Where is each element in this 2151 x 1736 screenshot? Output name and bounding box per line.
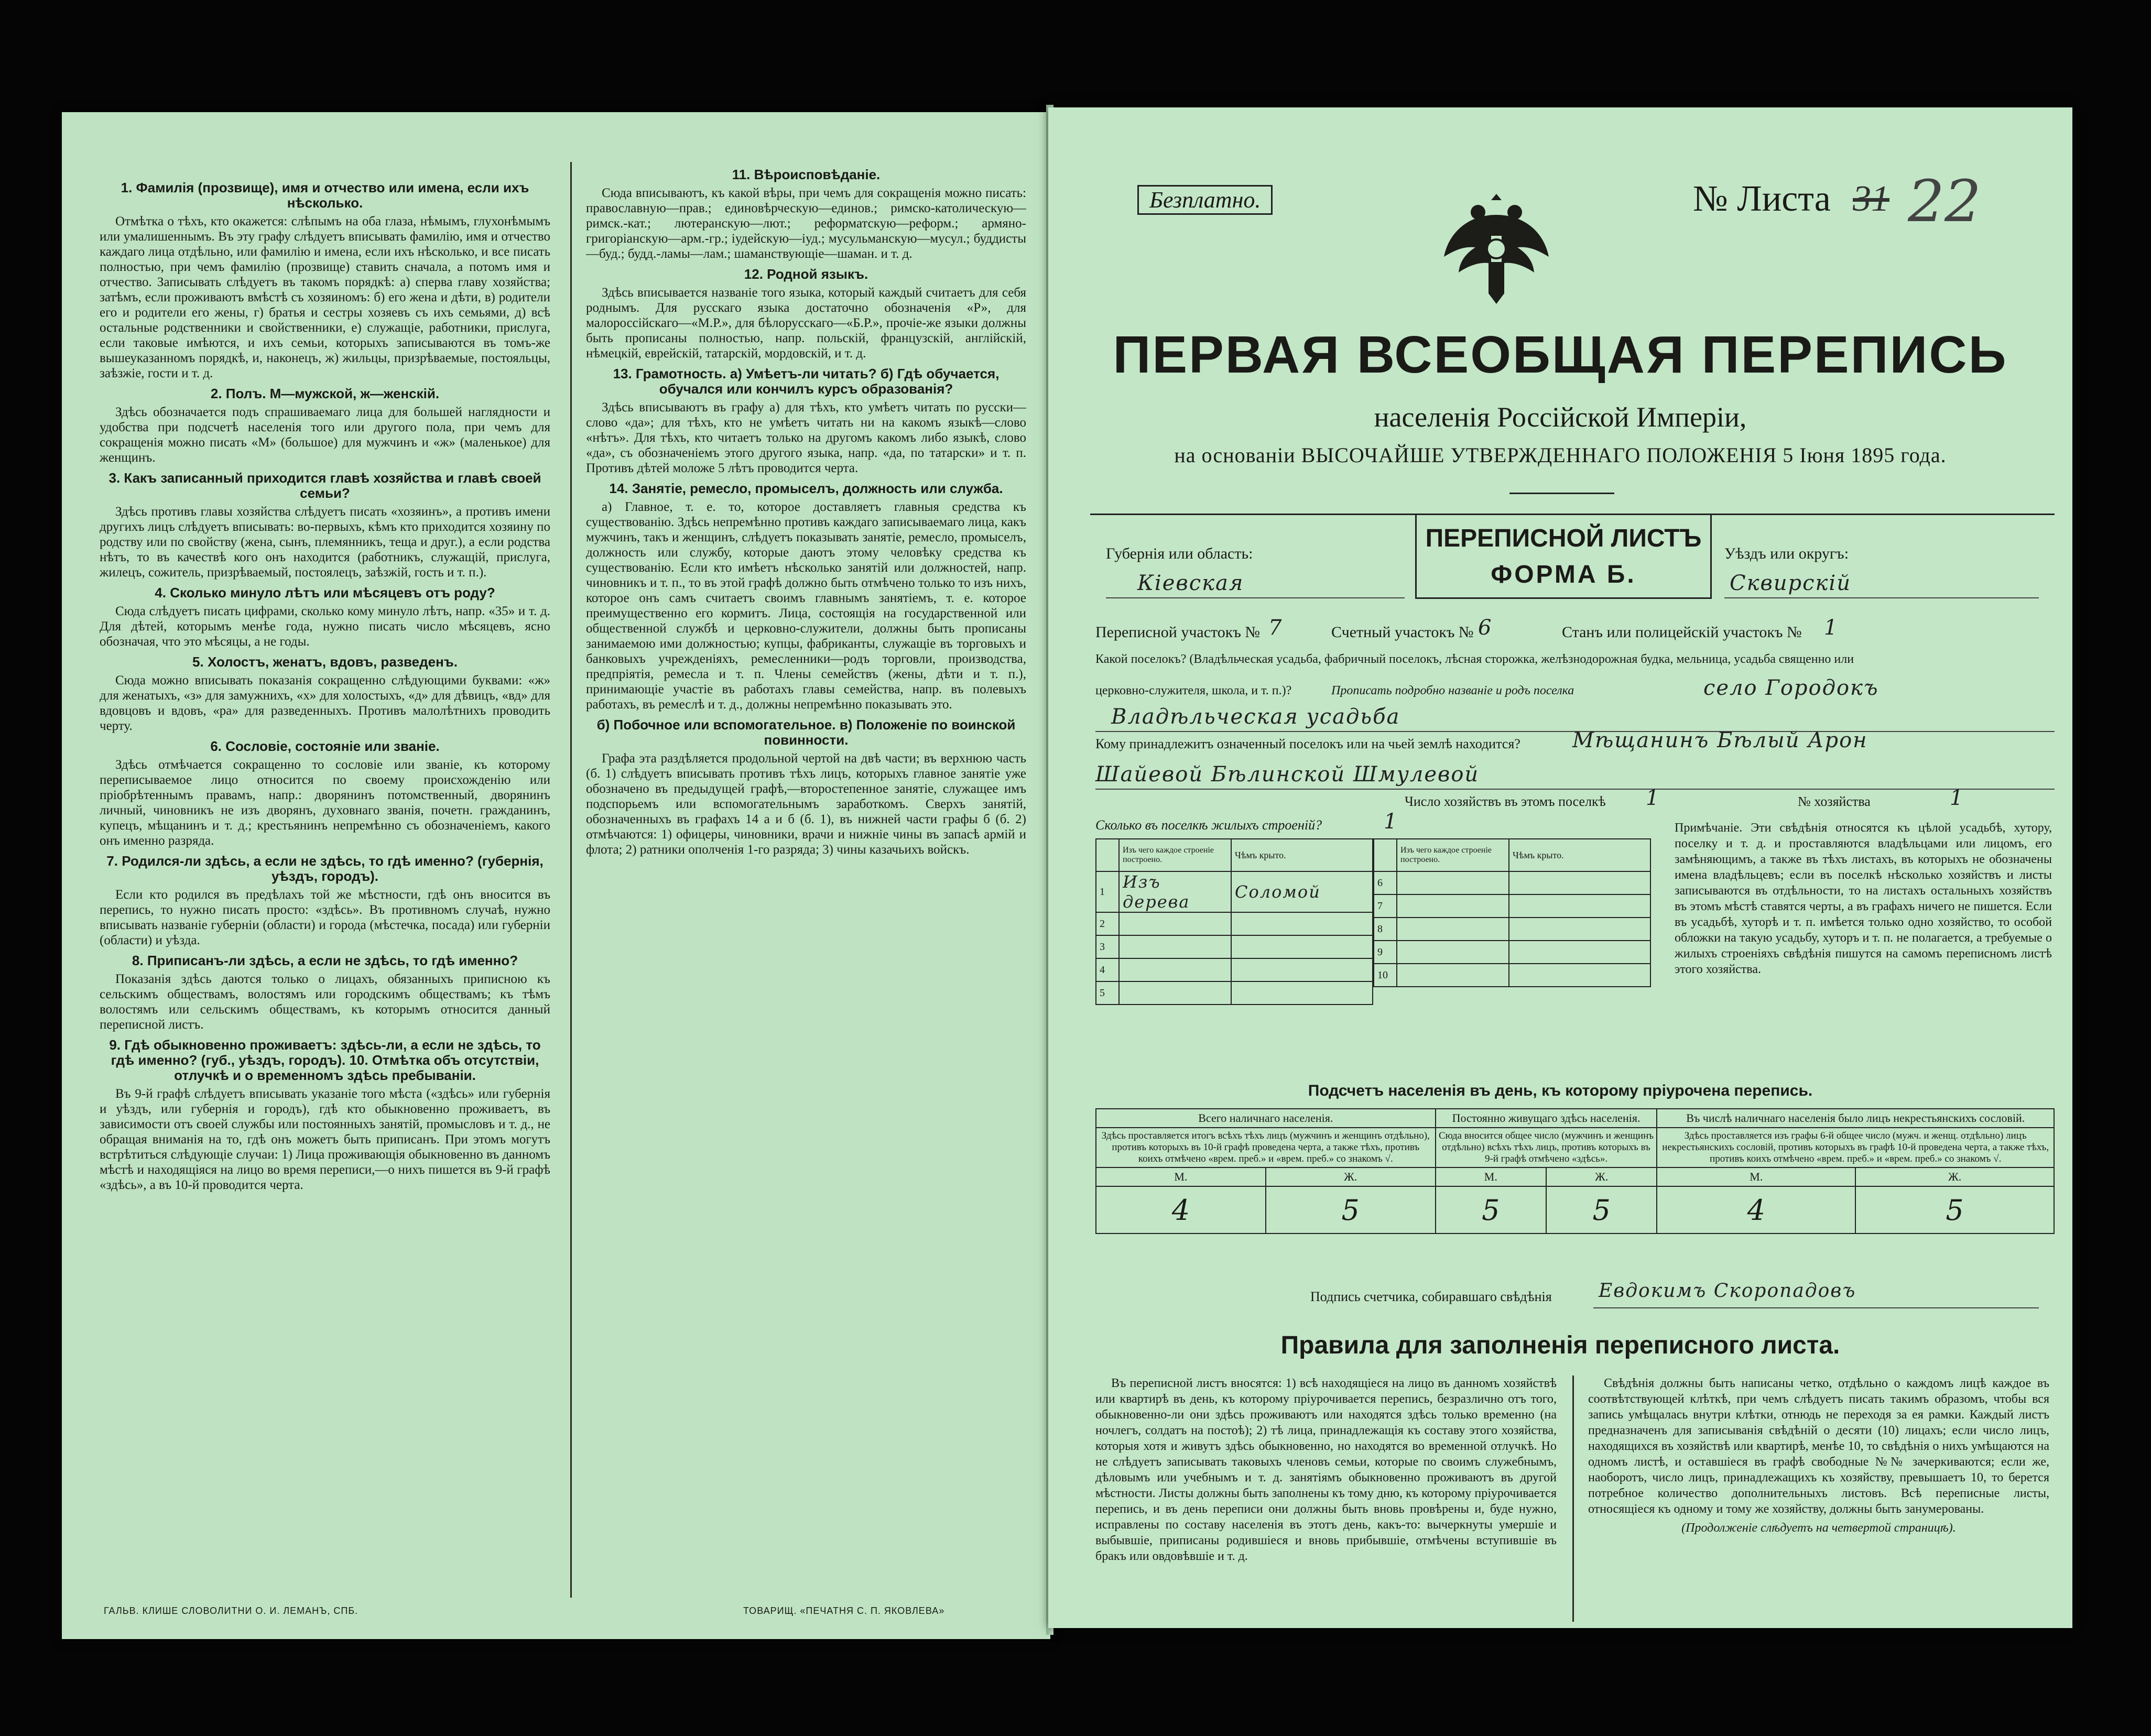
male-header: М.: [1657, 1167, 1855, 1186]
section-text: а) Главное, т. е. то, которое доставляетъ главныя средства къ существованію. Здѣсь непремѣнно противъ каждаго записываемаго лица, какъ мужчинъ, такъ и женщинъ, слѣдуетъ показывать занятіе, ремесло, промыселъ, должность или службу, которые даютъ этому человѣку средства къ существованію. Если кто имѣетъ нѣсколько занятій или должностей, напр. чиновникъ и т. п., то въ этой графѣ должно быть отмѣчено только то изъ нихъ, которое онъ самъ считаетъ своимъ главнымъ занятіемъ, т. е. которое преимущественно его кормитъ. Лица, состоящія на государственной или общественной службѣ и церковно-служители, должны быть прописаны занимаемою ими должностью; купцы, фабриканты, служащіе въ торговыхъ и банковыхъ учрежденіяхъ, ремесленники—родъ торговли, производства, предпріятія, ремесла и т. п. Члены семействъ (жены, дѣти и т. п.), принимающіе участіе въ работахъ главы семейства, напр. въ полевыхъ работахъ, въ ремеслѣ и т. д., должны непремѣнно показывать это.: [586, 500, 1026, 712]
signature-label: Подпись счетчика, собиравшаго свѣдѣнія: [1310, 1289, 1552, 1304]
present-female-count[interactable]: 5: [1266, 1186, 1436, 1233]
material-cell[interactable]: [1397, 894, 1509, 918]
roof-cell[interactable]: [1231, 981, 1373, 1005]
buildings-value[interactable]: 1: [1384, 810, 1398, 834]
row-number: 6: [1374, 871, 1397, 894]
roof-cell[interactable]: [1231, 935, 1373, 958]
households-value[interactable]: 1: [1646, 786, 1660, 810]
row-number: 8: [1374, 918, 1397, 941]
section-text: Отмѣтка о тѣхъ, кто окажется: слѣпымъ на оба глаза, нѣмымъ, глухонѣмымъ или умалишеннымъ. Въ эту графу слѣдуетъ вписывать фамилію, имя и отчество каждаго лица отдѣльно, или фамилію и имена, если ихъ нѣсколько, и все писать полностью, при чемъ фамилію (прозвище) ставить сначала, а потомъ имя и отчество. Записывать слѣдуетъ въ такомъ порядкѣ: а) сперва главу хозяйства; затѣмъ, если проживаютъ вмѣстѣ съ хозяиномъ: б) его жена и дѣти, в) родители его и родители его жены, г) братья и сестры хозяевъ съ ихъ семьями, д) всѣ остальные родственники и свойственники, е) служащіе, работники, прислуга, если таковые имѣются, и ихъ семьи, которыхъ записываются въ томъ-же вышеуказанномъ порядкѣ, и, наконецъ, ж) жильцы, призрѣваемые, постояльцы, заѣзжіе, гости и т. д.: [100, 214, 550, 380]
title-rule: [1509, 493, 1614, 494]
material-cell[interactable]: [1119, 981, 1231, 1005]
present-population-header: Всего наличнаго населенія.: [1096, 1109, 1436, 1128]
roof-cell[interactable]: [1509, 964, 1650, 987]
instructions-column-2: [586, 162, 1026, 1592]
roof-cell[interactable]: [1231, 958, 1373, 981]
settlement-value-2[interactable]: Владѣльческая усадьба: [1111, 705, 1400, 729]
material-header: Изъ чего каждое строеніе построено.: [1119, 839, 1231, 871]
owner-underline: [1095, 789, 2055, 790]
settlement-hint: Прописать подробно названіе и родъ поселка: [1331, 684, 1574, 697]
row1-roof[interactable]: Соломой: [1231, 871, 1373, 912]
section-heading: 4. Сколько минуло лѣтъ или мѣсяцевъ отъ роду?: [155, 585, 495, 600]
section-text: Сюда можно вписывать показанія сокращенно слѣдующими буквами: «ж» для женатыхъ, «з» для замужнихъ, «х» для холостыхъ, «д» для дѣвицъ, «вд» для вдовцовъ и вдовъ, «ра» для разведенныхъ. Противъ малолѣтнихъ проводить черту.: [100, 673, 550, 733]
buildings-table-right: [1373, 838, 1651, 987]
roof-cell[interactable]: [1509, 941, 1650, 964]
section-heading: 2. Полъ. М—мужской, ж—женскій.: [210, 386, 440, 401]
section-text: Здѣсь вписываютъ въ графу а) для тѣхъ, кто умѣетъ читать по русски—слово «да»; для тѣхъ, кто не умѣетъ читать ни на какомъ языкѣ—слово «нѣтъ». Для тѣхъ, кто читаетъ только на другомъ какомъ либо языкѣ, слово «да», съ обозначеніемъ этого другого языка, напр. «да, по татарски» и т. п. Противъ дѣтей моложе 5 лѣтъ проводится черта.: [586, 400, 1026, 475]
double-headed-eagle-icon: [1433, 183, 1559, 309]
district-underline: [1724, 597, 2039, 598]
non-peasant-desc: Здѣсь проставляется изъ графы 6-й общее число (мужч. и женщ. отдѣльно) лицъ некрестьянскихъ сословій, противъ которыхъ въ графѣ 10-й проведена черта, а также тѣхъ, противъ коихъ отмѣчено «врем. преб.» и «врем. преб.» со знакомъ √.: [1657, 1128, 2054, 1167]
section-heading: б) Побочное или вспомогательное. в) Положеніе по воинской повинности.: [596, 717, 1016, 748]
rules-continuation: (Продолженіе слѣдуетъ на четвертой страницѣ).: [1681, 1521, 1956, 1535]
section-heading: 13. Грамотность. а) Умѣетъ-ли читать? б) Гдѣ обучается, обучался или кончилъ курсъ образованія?: [613, 366, 1000, 397]
male-header: М.: [1436, 1167, 1546, 1186]
settlement-value-1[interactable]: село Городокъ: [1703, 676, 1879, 700]
section-heading: 7. Родился-ли здѣсь, а если не здѣсь, то гдѣ именно? (губернія, уѣздъ, городъ).: [106, 853, 544, 884]
settlement-label-2: церковно-служителя, школа, и т. п.)?: [1095, 684, 1292, 697]
roof-cell[interactable]: [1509, 894, 1650, 918]
material-cell[interactable]: [1397, 871, 1509, 894]
material-cell[interactable]: [1397, 941, 1509, 964]
section-heading: 1. Фамилія (прозвище), имя и отчество или имена, если ихъ нѣсколько.: [121, 180, 529, 211]
section-text: Здѣсь отмѣчается сокращенно то сословіе или званіе, къ которому переписываемое лицо относится по своему происхожденію или пріобрѣтеннымъ правамъ, напр.: дворянинъ потомственный, дворянинъ личный, чиновникъ не изъ дворянъ, духовнаго званія, почетн. гражданинъ, купецъ, мѣщанинъ и т. д.; крестьянинъ непремѣнно съ обозначеніемъ, какого онъ именно разряда.: [100, 758, 550, 848]
police-area-value[interactable]: 1: [1824, 616, 1839, 640]
present-population-desc: Здѣсь проставляется итогъ всѣхъ тѣхъ лицъ (мужчинъ и женщинъ отдѣльно), противъ которыхъ въ 10-й графѣ проведена черта, а также тѣхъ, противъ коихъ отмѣчено «врем. преб.» и «врем. преб.» со знакомъ √.: [1096, 1128, 1436, 1167]
material-cell[interactable]: [1119, 935, 1231, 958]
section-text: Графа эта раздѣляется продольной чертой на двѣ части; въ верхнюю часть (б. 1) слѣдуетъ вписывать противъ тѣхъ лицъ, которыхъ главное занятіе уже обозначено въ предыдущей графѣ,—второстепенное занятіе, служащее имъ подспорьемъ или вспомогательнымъ заработкомъ. Сверхъ занятій, обозначенныхъ въ графахъ 14 а и б (б. 1), въ нижней части графы б (б. 2) отмѣчаются: 1) офицеры, чиновники, врачи и нижніе чины въ запасѣ армій и флота; 2) ратники ополченія 1-го разряда; 3) чины казачьихъ войскъ.: [586, 751, 1026, 857]
census-subtitle: населенія Россійской Имперіи,: [1374, 401, 1747, 433]
district-label: Уѣздъ или округъ:: [1724, 545, 1849, 562]
enumerator-signature[interactable]: Евдокимъ Скоропадовъ: [1599, 1280, 1856, 1302]
count-area-value[interactable]: 6: [1478, 616, 1493, 640]
province-value[interactable]: Кіевская: [1137, 571, 1244, 595]
material-header-2: Изъ чего каждое строеніе построено.: [1397, 839, 1509, 871]
present-male-count[interactable]: 4: [1096, 1186, 1266, 1233]
census-area-value[interactable]: 7: [1268, 616, 1283, 640]
section-heading: 9. Гдѣ обыкновенно проживаетъ: здѣсь-ли, а если не здѣсь, то гдѣ именно? (губ., уѣздъ, городъ). 10. Отмѣтка объ отсутствіи, отлучкѣ и о временномъ здѣсь пребываніи.: [109, 1037, 541, 1083]
rules-right-text: Свѣдѣнія должны быть написаны четко, отдѣльно о каждомъ лицѣ каждое въ соотвѣтствующей клѣткѣ, при чемъ слѣдуетъ писать такимъ образомъ, чтобы вся запись умѣщалась внутри клѣтки, отнюдь не переходя за ея рамки. Каждый листъ предназначенъ для записыванія свѣдѣній о десяти (10) лицахъ; если число лицъ, находящихся въ хозяйствѣ или квартирѣ, менѣе 10, то свѣдѣнія о нихъ умѣщаются на одномъ листѣ, и оставшіеся въ графѣ свободные №№ зачеркиваются; если же, наоборотъ, число лицъ, принадлежащихъ къ хозяйству, превышаетъ 10, то берется потребное количество дополнительныхъ листовъ. Всѣ переписные листы, относящіеся къ одному и тому же хозяйству, должны быть занумерованы.: [1588, 1377, 2049, 1516]
count-area-label: Счетный участокъ №: [1331, 624, 1474, 641]
roof-cell[interactable]: [1231, 912, 1373, 935]
row-number: 3: [1096, 935, 1119, 958]
left-page: [62, 112, 1050, 1639]
section-text: Если кто родился въ предѣлахъ той же мѣстности, гдѣ онъ вносится въ перепись, то нужно писать просто: «здѣсь». Въ противномъ случаѣ, нужно вписывать названіе губерніи (области) и города (мѣстечка, посада) или губерніи (области) и уѣзда.: [100, 888, 550, 947]
section-heading: 8. Приписанъ-ли здѣсь, а если не здѣсь, то гдѣ именно?: [132, 953, 518, 968]
male-header: М.: [1096, 1167, 1266, 1186]
household-number-value[interactable]: 1: [1950, 786, 1964, 810]
section-text: Сюда вписываютъ, къ какой вѣры, при чемъ для сокращенія можно писать: православную—прав.; единовѣрческую—единов.; римско-католическую—римск.-кат.; лютеранскую—лют.; реформатскую—реформ.; армяно-григоріанскую—арм.-гр.; іудейскую—іуд.; мусульманскую—мусул.; буддисты—буд.; будд.-ламы—лам.; шаманствующіе—шаман. и т. д.: [586, 186, 1026, 261]
material-cell[interactable]: [1397, 918, 1509, 941]
row-number: 4: [1096, 958, 1119, 981]
sheet-number-struck: 31: [1853, 179, 1889, 219]
household-number-label: № хозяйства: [1798, 794, 1871, 809]
row-number: 5: [1096, 981, 1119, 1005]
row1-material[interactable]: Изъ дерева: [1119, 871, 1231, 912]
resident-population-header: Постоянно живущаго здѣсь населенія.: [1436, 1109, 1657, 1128]
material-cell[interactable]: [1397, 964, 1509, 987]
roof-header-2: Чѣмъ крыто.: [1509, 839, 1650, 871]
section-heading: 11. Вѣроисповѣданіе.: [732, 167, 881, 182]
section-heading: 3. Какъ записанный приходится главѣ хозяйства и главѣ своей семьи?: [108, 470, 541, 501]
settlement-label: Какой поселокъ? (Владѣльческая усадьба, фабричный поселокъ, лѣсная сторожка, желѣзнодорожная будка, мельница, усадьба священно или: [1095, 652, 1854, 666]
form-subtitle: ФОРМА Б.: [1491, 561, 1636, 588]
population-count-title: Подсчетъ населенія въ день, къ которому пріурочена перепись.: [1308, 1082, 1813, 1099]
resident-male-count[interactable]: 5: [1436, 1186, 1546, 1233]
non-peasant-header: Въ числѣ наличнаго населенія было лицъ некрестьянскихъ сословій.: [1657, 1109, 2054, 1128]
form-title-box: [1415, 514, 1712, 599]
female-header: Ж.: [1855, 1167, 2054, 1186]
non-peasant-female-count[interactable]: 5: [1855, 1186, 2054, 1233]
row-number: 7: [1374, 894, 1397, 918]
owner-value-1[interactable]: Мѣщанинъ Бѣлый Арон: [1572, 728, 1868, 752]
form-title: ПЕРЕПИСНОЙ ЛИСТЪ: [1425, 525, 1702, 552]
section-heading: 14. Занятіе, ремесло, промыселъ, должность или служба.: [609, 481, 1003, 496]
right-page: [1048, 107, 2072, 1628]
free-label: Безплатно.: [1137, 185, 1273, 215]
owner-label: Кому принадлежитъ означенный поселокъ или на чьей землѣ находится?: [1095, 736, 1520, 751]
signature-underline: [1593, 1307, 2039, 1308]
households-label: Число хозяйствъ въ этомъ поселкѣ: [1405, 794, 1606, 809]
buildings-label: Сколько въ поселкѣ жилыхъ строеній?: [1095, 817, 1322, 833]
rules-left-text: Въ переписной листъ вносятся: 1) всѣ находящіеся на лицо въ данномъ хозяйствѣ или квартирѣ въ день, къ которому пріурочивается перепись, безразлично отъ того, обыкновенно-ли они здѣсь проживаютъ или находятся здѣсь только временно (на ночлегъ, солдатъ на постоѣ); 2) тѣ лица, принадлежащія къ составу этого хозяйства, которыя хотя и живутъ здѣсь обыкновенно, но находятся во временной отлучкѣ. Но не слѣдуетъ записывать таковыхъ членовъ семьи, которые по своимъ служебнымъ, дѣловымъ или учебнымъ и т. д. занятіямъ обыкновенно проживаютъ въ другой мѣстности. Листы должны быть заполнены къ тому дню, къ которому пріурочивается перепись, и въ день переписи они должны быть вновь провѣрены и, буде нужно, исправлены по составу населенія въ этотъ день, какъ-то: вычеркнуты умершіе и выбывшіе, приписаны родившіеся и вновь прибывшіе, отмѣчены вступившіе въ бракъ или овдовѣвшіе и т. д.: [1095, 1377, 1557, 1563]
rules-divider: [1572, 1375, 1574, 1622]
row-number: 10: [1374, 964, 1397, 987]
material-cell[interactable]: [1119, 958, 1231, 981]
rules-title: Правила для заполненія переписного листа.: [1280, 1331, 1840, 1359]
section-text: Сюда слѣдуетъ писать цифрами, сколько кому минуло лѣтъ, напр. «35» и т. д. Для дѣтей, которымъ менѣе года, нужно писать число мѣсяцевъ, ясно обозначая, что это мѣсяцы, а не годы.: [100, 604, 550, 649]
row-number: 1: [1096, 871, 1119, 912]
province-label: Губернія или область:: [1106, 545, 1253, 562]
province-underline: [1106, 597, 1405, 598]
row-number: 9: [1374, 941, 1397, 964]
census-decree: на основаніи ВЫСОЧАЙШЕ УТВЕРЖДЕННАГО ПОЛОЖЕНІЯ 5 Іюня 1895 года.: [1174, 443, 1947, 467]
column-divider: [570, 162, 572, 1598]
section-heading: 6. Сословіе, состояніе или званіе.: [210, 738, 440, 754]
owner-value-2[interactable]: Шайевой Бѣлинской Шмулевой: [1095, 762, 1480, 787]
material-cell[interactable]: [1119, 912, 1231, 935]
section-text: Здѣсь вписывается названіе того языка, который каждый считаетъ для себя роднымъ. Для русскаго языка достаточно обозначенія «Р», для малороссійскаго—«М.Р.», для бѣлорусскаго—«Б.Р.», прочіе-же языки должны быть прописаны полностью, напр. польскій, французскій, англійскій, нѣмецкій, еврейскій, татарскій, мордовскій, и т. д.: [586, 286, 1026, 361]
female-header: Ж.: [1546, 1167, 1657, 1186]
rules-column-left: [1095, 1375, 1557, 1567]
instructions-column-1: [100, 175, 550, 1590]
buildings-note: Примѣчаніе. Эти свѣдѣнія относятся къ цѣлой усадьбѣ, хутору, поселку и т. д. и проставляются владѣльцами или лицомъ, его замѣняющимъ, а также въ тѣхъ листахъ, въ которыхъ не обозначены имена владѣльцевъ; если въ поселкѣ нѣсколько хозяйствъ и листы записываются въ отдѣльности, то на листахъ остальныхъ хозяйствъ въ этомъ мѣстѣ ставятся черты, а въ графахъ ничего не пишется. Если въ усадьбѣ, хуторѣ и т. п. имѣется только одно хозяйство, то особой обложки на такую усадьбу, хуторъ и т. п. не полагается, а требуемые о жилыхъ строеніяхъ свѣдѣнія пишутся на самомъ переписномъ листѣ этого хозяйства.: [1675, 821, 2052, 976]
section-heading: 5. Холостъ, женатъ, вдовъ, разведенъ.: [192, 654, 458, 670]
roof-cell[interactable]: [1509, 871, 1650, 894]
resident-population-desc: Сюда вносится общее число (мужчинъ и женщинъ отдѣльно) всѣхъ тѣхъ лицъ, противъ которыхъ въ 9-й графѣ отмѣчено «здѣсь».: [1436, 1128, 1657, 1167]
police-area-label: Станъ или полицейскій участокъ №: [1562, 624, 1802, 641]
census-area-label: Переписной участокъ №: [1095, 624, 1260, 641]
section-heading: 12. Родной языкъ.: [744, 266, 868, 282]
roof-header: Чѣмъ крыто.: [1231, 839, 1373, 871]
district-value[interactable]: Сквирскій: [1730, 571, 1851, 595]
section-text: Здѣсь обозначается подъ спрашиваемаго лица для большей наглядности и удобства при подсчетѣ населенія того или другого пола, при чемъ для сокращенія можно писать «М» (большое) для мужчинъ и «ж» (маленькое) для женщинъ.: [100, 405, 550, 465]
printer-footer-right: ТОВАРИЩ. «ПЕЧАТНЯ С. П. ЯКОВЛЕВА»: [743, 1606, 945, 1616]
section-text: Здѣсь противъ главы хозяйства слѣдуетъ писать «хозяинъ», а противъ имени другихъ лицъ слѣдуетъ вписывать: во-первыхъ, кѣмъ кто приходится хозяину по родству или по свойству (жена, сынъ, племянникъ, теща и друг.), а если родства нѣтъ, то въ качествѣ кого онъ находится (работникъ, служащій, прислуга, жилецъ, сожитель, призрѣваемый, постоялецъ, заѣзжій, гость и т. п.).: [100, 505, 550, 580]
row-number: 2: [1096, 912, 1119, 935]
non-peasant-male-count[interactable]: 4: [1657, 1186, 1855, 1233]
female-header: Ж.: [1266, 1167, 1436, 1186]
section-text: Въ 9-й графѣ слѣдуетъ вписывать указаніе того мѣста («здѣсь» или губернія и уѣздъ, или губернія и городъ), гдѣ кто обыкновенно проживаетъ, въ зависимости отъ своей службы или постоянныхъ занятій, промысловъ и т. д., не обращая вниманія на то, гдѣ онъ можетъ быть приписанъ. При этомъ могутъ встрѣтиться слѣдующіе случаи: 1) Лица проживающія обыкновенно въ данномъ мѣстѣ и находящіяся на лицо во время переписи,—о нихъ пишется въ 9-й графѣ «здѣсь», а въ 10-й проводится черта.: [100, 1087, 550, 1192]
population-count-table: [1095, 1108, 2055, 1234]
buildings-table-left: [1095, 838, 1373, 1005]
section-text: Показанія здѣсь даются только о лицахъ, обязанныхъ приписною къ сельскимъ обществамъ, волостямъ или городскимъ обществамъ; къ тѣмъ волостямъ или сельскимъ обществамъ, къ которымъ относится данный переписной листъ.: [100, 972, 550, 1032]
resident-female-count[interactable]: 5: [1546, 1186, 1657, 1233]
printer-footer-left: ГАЛЬВ. КЛИШЕ СЛОВОЛИТНИ О. И. ЛЕМАНЪ, СПБ.: [104, 1606, 358, 1616]
rules-column-right: [1588, 1375, 2049, 1539]
sheet-number-handwritten: 22: [1908, 168, 1981, 235]
roof-cell[interactable]: [1509, 918, 1650, 941]
sheet-number-label: № Листа: [1693, 179, 1831, 219]
census-title: ПЕРВАЯ ВСЕОБЩАЯ ПЕРЕПИСЬ: [1113, 325, 2008, 384]
